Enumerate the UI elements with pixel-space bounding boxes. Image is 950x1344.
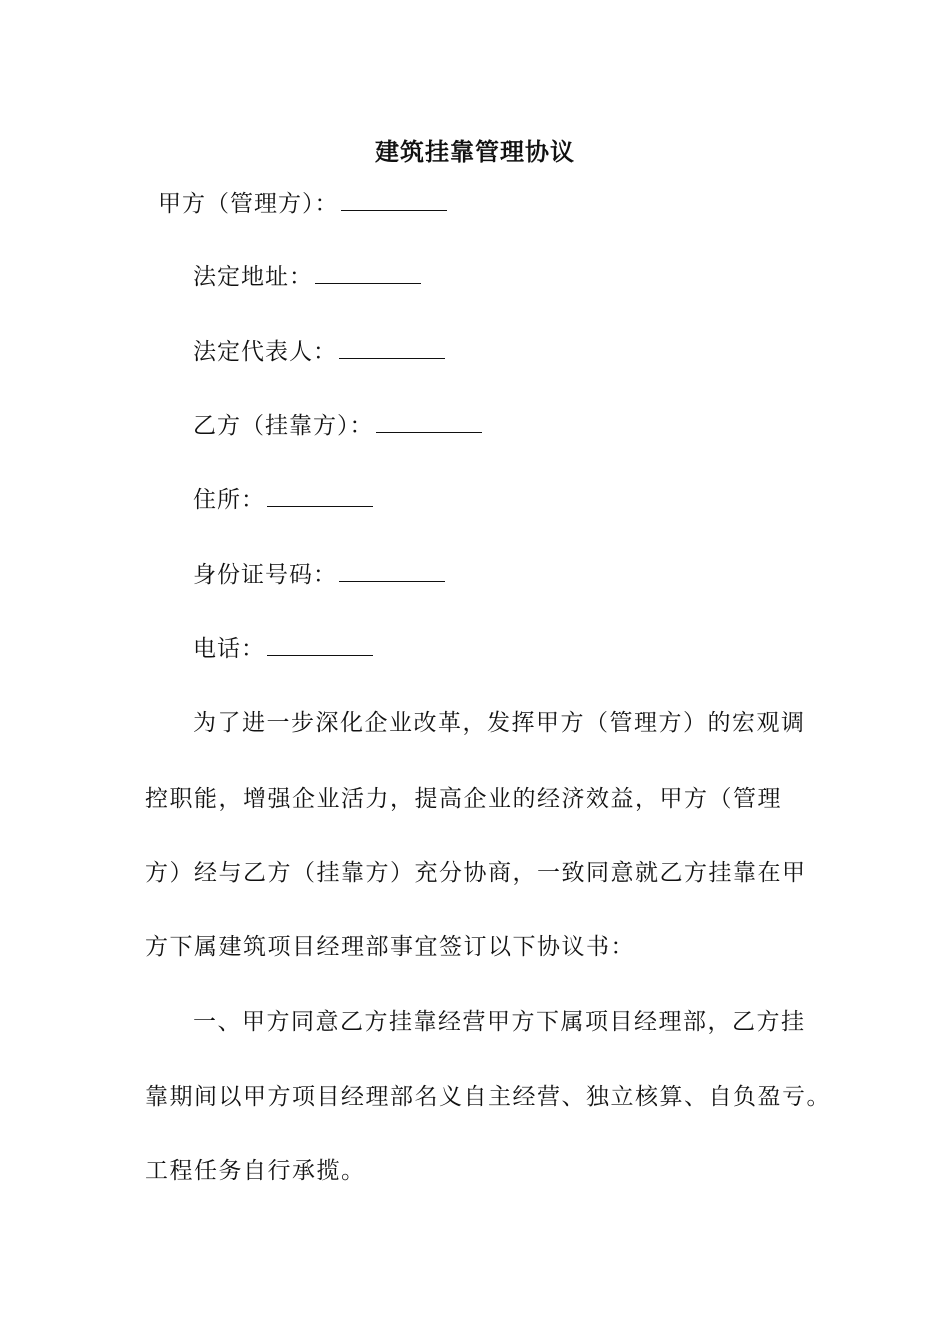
representative-blank bbox=[339, 336, 445, 359]
residence-blank bbox=[267, 484, 373, 507]
intro-line-1: 为了进一步深化企业改革，发挥甲方（管理方）的宏观调 bbox=[193, 710, 806, 736]
party-b-label: 乙方（挂靠方）： bbox=[193, 413, 374, 439]
document-title: 建筑挂靠管理协议 bbox=[375, 137, 575, 166]
residence-label: 住所： bbox=[193, 487, 265, 513]
address-field bbox=[193, 261, 421, 293]
party-a-field bbox=[158, 188, 447, 220]
id-number-blank bbox=[339, 559, 445, 582]
phone-field bbox=[193, 633, 373, 665]
party-a-blank bbox=[341, 188, 447, 211]
party-b-blank bbox=[376, 410, 482, 433]
id-number-field bbox=[193, 559, 445, 591]
party-b-field bbox=[193, 410, 482, 442]
phone-label: 电话： bbox=[193, 636, 265, 662]
intro-line-2: 控职能，增强企业活力，提高企业的经济效益，甲方（管理 bbox=[145, 786, 782, 812]
party-a-label: 甲方（管理方）： bbox=[158, 191, 339, 217]
intro-line-3: 方）经与乙方（挂靠方）充分协商，一致同意就乙方挂靠在甲 bbox=[145, 860, 807, 886]
intro-line-4: 方下属建筑项目经理部事宜签订以下协议书： bbox=[145, 934, 635, 960]
address-label: 法定地址： bbox=[193, 264, 313, 290]
clause1-line-1: 一、甲方同意乙方挂靠经营甲方下属项目经理部，乙方挂 bbox=[193, 1009, 806, 1035]
address-blank bbox=[315, 261, 421, 284]
clause1-line-3: 工程任务自行承揽。 bbox=[145, 1158, 366, 1184]
residence-field bbox=[193, 484, 373, 516]
phone-blank bbox=[267, 633, 373, 656]
id-number-label: 身份证号码： bbox=[193, 562, 337, 588]
representative-field bbox=[193, 336, 445, 368]
representative-label: 法定代表人： bbox=[193, 339, 337, 365]
clause1-line-2: 靠期间以甲方项目经理部名义自主经营、独立核算、自负盈亏。 bbox=[145, 1084, 831, 1110]
